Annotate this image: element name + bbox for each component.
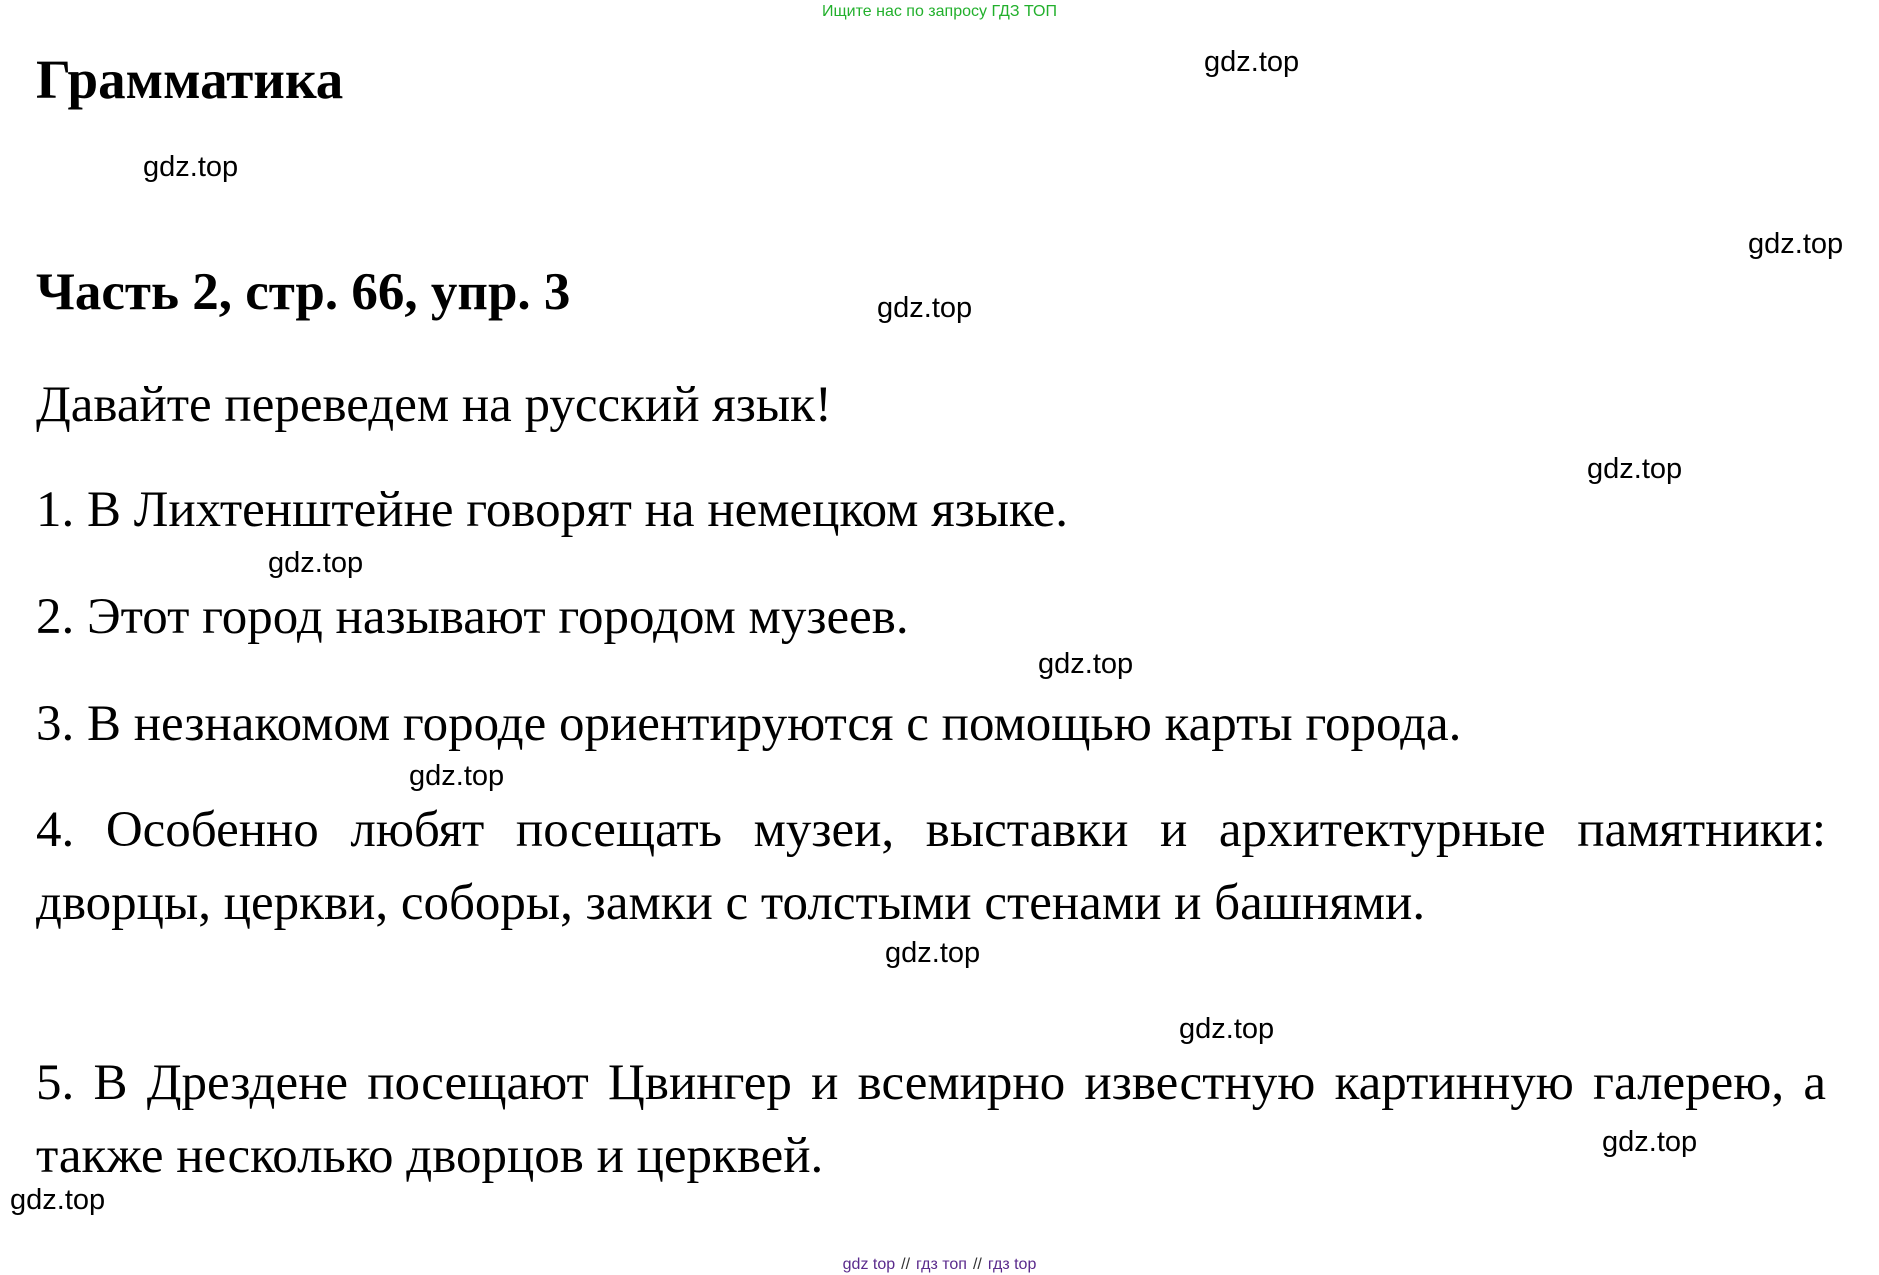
top-banner: Ищите нас по запросу ГДЗ ТОП <box>822 3 1057 20</box>
footer-link-1[interactable]: gdz top <box>842 1256 896 1273</box>
answer-item-1: 1. В Лихтенштейне говорят на немецком языке. <box>36 482 1068 538</box>
watermark: gdz.top <box>1587 453 1683 485</box>
page-title: Грамматика <box>36 49 344 110</box>
watermark: gdz.top <box>409 760 505 792</box>
watermark: gdz.top <box>885 937 981 969</box>
footer-links <box>0 1256 1879 1274</box>
watermark: gdz.top <box>1038 648 1134 680</box>
watermark: gdz.top <box>268 547 364 579</box>
watermark: gdz.top <box>877 292 973 324</box>
intro-text: Давайте переведем на русский язык! <box>36 377 832 433</box>
watermark: gdz.top <box>1748 228 1844 260</box>
answer-item-4: 4. Особенно любят посещать музеи, выставки и архитектурные памятники: дворцы, церкви, соборы, замки с толстыми стенами и башнями. <box>36 802 1826 931</box>
watermark: gdz.top <box>143 151 239 183</box>
watermark: gdz.top <box>1179 1013 1275 1045</box>
footer-link-2[interactable]: гдз топ <box>916 1256 967 1273</box>
answer-item-3: 3. В незнакомом городе ориентируются с помощью карты города. <box>36 696 1462 752</box>
exercise-heading: Часть 2, стр. 66, упр. 3 <box>36 263 571 321</box>
watermark: gdz.top <box>1602 1126 1698 1158</box>
watermark: gdz.top <box>10 1184 106 1216</box>
answer-item-2: 2. Этот город называют городом музеев. <box>36 589 909 645</box>
footer-separator: // <box>972 1256 982 1273</box>
answer-item-5: 5. В Дрездене посещают Цвингер и всемирно известную картинную галерею, а также несколько дворцов и церквей. <box>36 1055 1826 1184</box>
watermark: gdz.top <box>1204 46 1300 78</box>
footer-link-3[interactable]: гдз top <box>987 1256 1037 1273</box>
footer-separator: // <box>901 1256 911 1273</box>
